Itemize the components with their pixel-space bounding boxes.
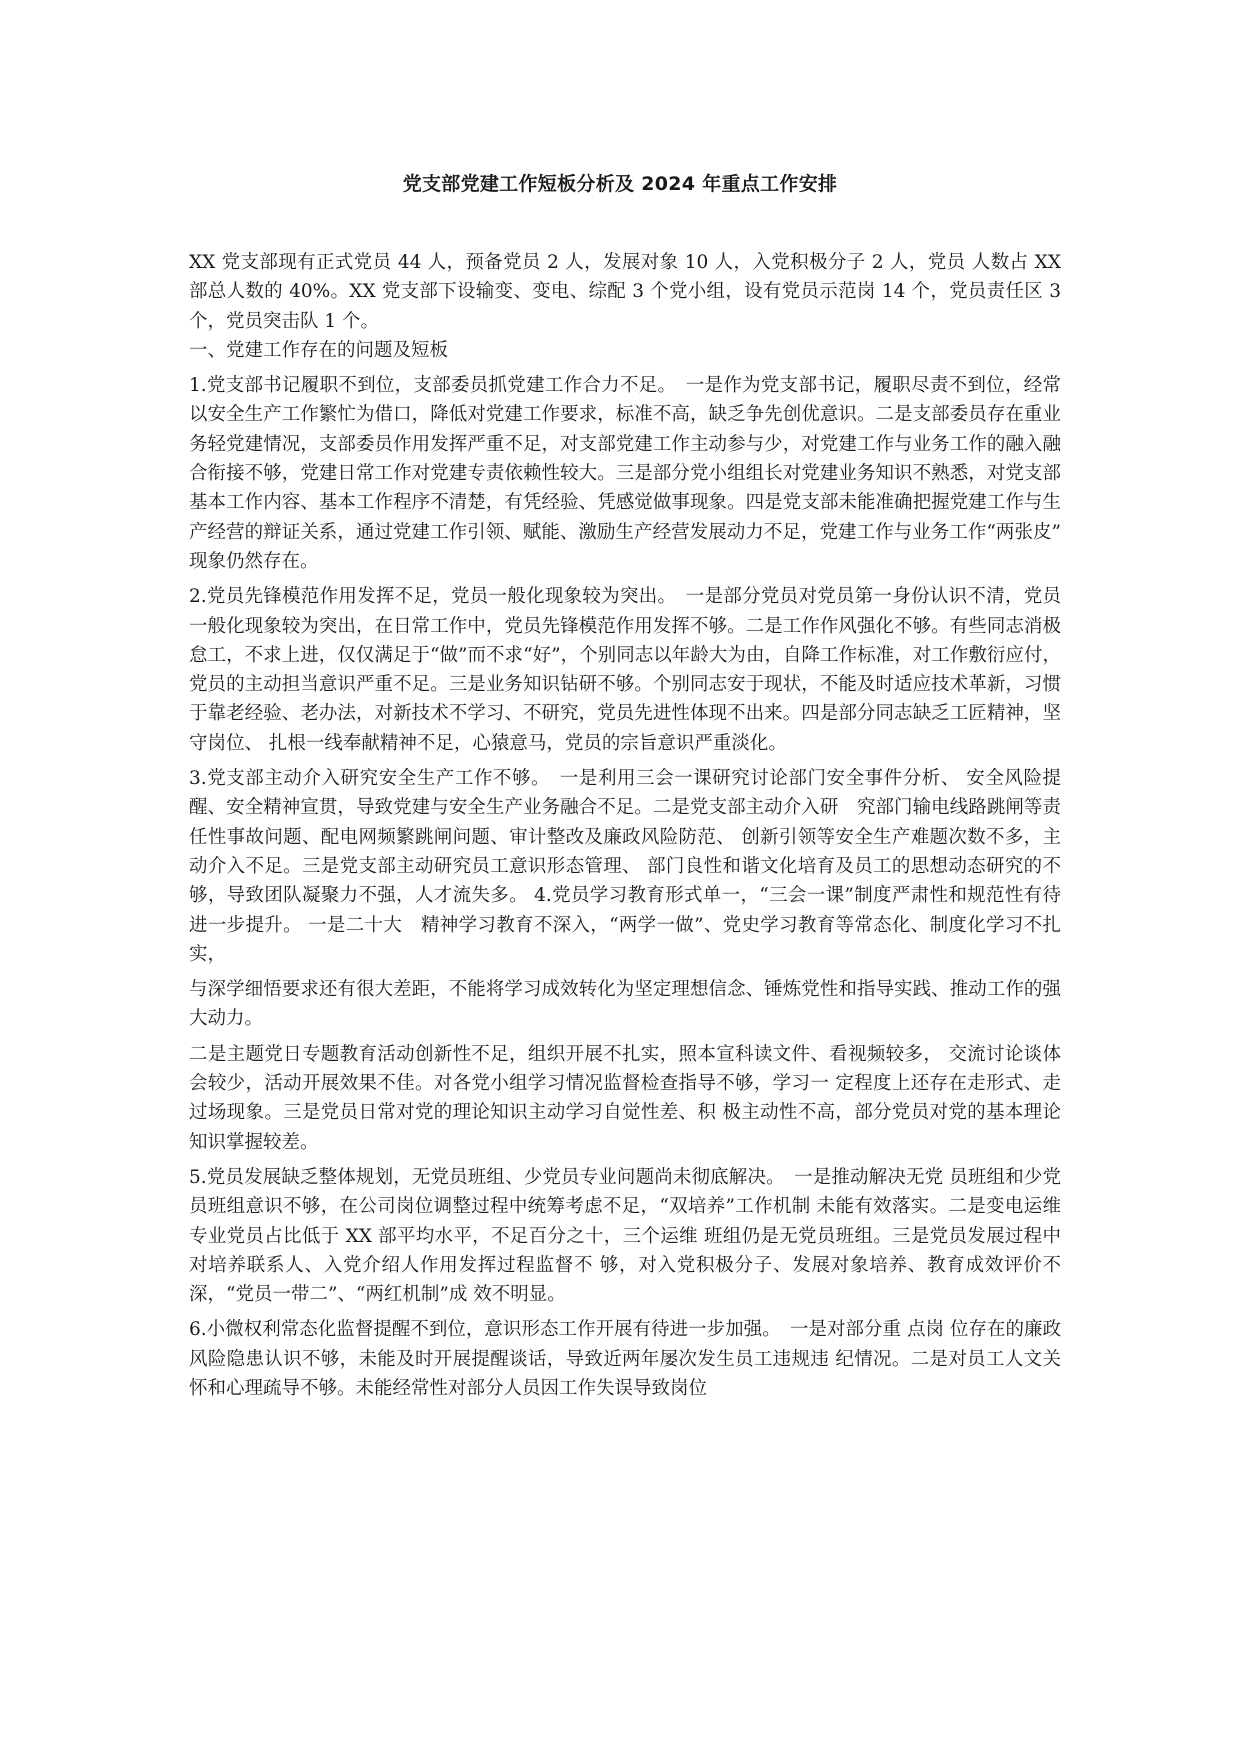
issue-paragraph-6: 6.小微权利常态化监督提醒不到位，意识形态工作开展有待进一步加强。 一是对部分重 点岗 位存在的廉政风险隐患认识不够，未能及时开展提醒谈话，导致近两年屡次发生员工违规违 纪情况。二是对员工人文关怀和心理疏导不够。未能经常性对部分人员因工作失误导致岗位	[189, 1319, 1061, 1399]
document-body	[189, 248, 1061, 1403]
issue-paragraph-5: 5.党员发展缺乏整体规划，无党员班组、少党员专业问题尚未彻底解决。 一是推动解决无党 员班组和少党员班组意识不够，在公司岗位调整过程中统筹考虑不足，“双培养”工作机制 未能有效落实。二是变电运维专业党员占比低于 XX 部平均水平，不足百分之十，三个运维 班组仍是无党员班组。三是党员发展过程中对培养联系人、入党介绍人作用发挥过程监督不 够，对入党积极分子、发展对象培养、教育成效评价不深，“党员一带二”、“两红机制”成 效不明显。	[189, 1166, 1061, 1306]
intro-paragraph: XX 党支部现有正式党员 44 人，预备党员 2 人，发展对象 10 人，入党积极分子 2 人，党员 人数占 XX 部总人数的 40%。XX 党支部下设输变、变电、综配 3 个党小组，设有党员示范岗 14 个，党员责任区 3 个，党员突击队 1 个。	[189, 252, 1061, 332]
issue-paragraph-2: 2.党员先锋模范作用发挥不足，党员一般化现象较为突出。 一是部分党员对党员第一身份认识不清，党员一般化现象较为突出，在日常工作中，党员先锋模范作用发挥不够。二是工作作风强化不够。有些同志消极怠工，不求上进，仅仅满足于“做”而不求“好”，个别同志以年龄大为由，自降工作标准，对工作敷衍应付，党员的主动担当意识严重不足。三是业务知识钻研不够。个别同志安于现状，不能及时适应技术革新，习惯于靠老经验、老办法，对新技术不学习、不研究，党员先进性体现不出来。四是部分同志缺乏工匠精神，坚守岗位、 扎根一线奉献精神不足，心猿意马，党员的宗旨意识严重淡化。	[189, 586, 1061, 754]
document-title: 党支部党建工作短板分析及 2024 年重点工作安排	[402, 173, 838, 195]
section-heading: 一、党建工作存在的问题及短板	[189, 339, 449, 361]
issue-paragraph-4-continued: 与深学细悟要求还有很大差距，不能将学习成效转化为坚定理想信念、锤炼党性和指导实践、推动工作的强大动力。	[189, 979, 1061, 1030]
issue-paragraph-3-4: 3.党支部主动介入研究安全生产工作不够。 一是利用三会一课研究讨论部门安全事件分析、 安全风险提醒、安全精神宣贯，导致党建与安全生产业务融合不足。二是党支部主动介入研 究部门输电线路跳闸等责任性事故问题、配电网频繁跳闸问题、审计整改及廉政风险防范、 创新引领等安全生产难题次数不多，主动介入不足。三是党支部主动研究员工意识形态管理、 部门良性和谐文化培育及员工的思想动态研究的不够，导致团队凝聚力不强，人才流失多。 4.党员学习教育形式单一，“三会一课”制度严肃性和规范性有待进一步提升。 一是二十大 精神学习教育不深入，“两学一做”、党史学习教育等常态化、制度化学习不扎实，	[189, 768, 1061, 965]
issue-paragraph-1: 1.党支部书记履职不到位，支部委员抓党建工作合力不足。 一是作为党支部书记，履职尽责不到位，经常以安全生产工作繁忙为借口，降低对党建工作要求，标准不高，缺乏争先创优意识。二是支部委员存在重业务轻党建情况，支部委员作用发挥严重不足，对支部党建工作主动参与少，对党建工作与业务工作的融入融合衔接不够，党建日常工作对党建专责依赖性较大。三是部分党小组组长对党建业务知识不熟悉，对党支部基本工作内容、基本工作程序不清楚，有凭经验、凭感觉做事现象。四是党支部未能准确把握党建工作与生产经营的辩证关系，通过党建工作引领、赋能、激励生产经营发展动力不足，党建工作与业务工作“两张皮” 现象仍然存在。	[189, 375, 1061, 572]
issue-paragraph-4-part-2: 二是主题党日专题教育活动创新性不足，组织开展不扎实，照本宣科读文件、看视频较多， 交流讨论谈体会较少，活动开展效果不佳。对各党小组学习情况监督检查指导不够，学习一 定程度上还存在走形式、走过场现象。三是党员日常对党的理论知识主动学习自觉性差、积 极主动性不高，部分党员对党的基本理论知识掌握较差。	[189, 1043, 1061, 1153]
